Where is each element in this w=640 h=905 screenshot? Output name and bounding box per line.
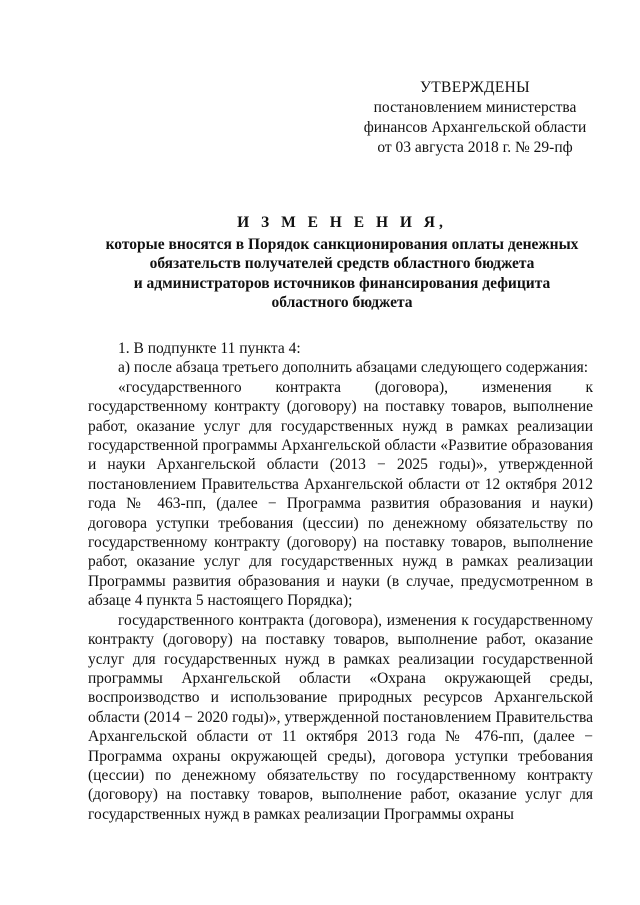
heading-line-3: и администраторов источников финансирования дефицита	[133, 274, 551, 292]
paragraph-1: 1. В подпункте 11 пункта 4:	[118, 340, 301, 357]
approval-title: УТВЕРЖДЕНЫ	[420, 79, 530, 96]
approval-line-3: финансов Архангельской области	[363, 119, 587, 136]
approval-stamp	[340, 78, 610, 158]
document-body	[88, 339, 593, 824]
heading-line-2: обязательств получателей средств областного бюджета	[149, 255, 535, 272]
paragraph-4: государственного контракта (договора), изменения к государственному контракту (договору) на поставку товаров, выполнение работ, оказание услуг для государственных нужд в рамках реализации государственной программы Архангельской области «Охрана окружающей среды, воспроизводство и использование природных ресурсов Архангельской области (2014 − 2020 годы)», утвержденной постановлением Правительства Архангельской области от 11 октября 2013 года № 476-пп, (далее − Программа охраны окружающей среды), договора уступки требования (цессии) по денежному обязательству по государственному контракту (договору) на поставку товаров, выполнение работ, оказание услуг для государственных нужд в рамках реализации Программы охраны	[88, 611, 593, 823]
approval-date: от 03 августа 2018 г. № 29-пф	[377, 139, 573, 156]
heading-title: И З М Е Н Е Н И Я,	[237, 214, 447, 231]
heading-line-4: областного бюджета	[271, 294, 413, 311]
heading-line-1: которые вносятся в Порядок санкционирования оплаты денежных	[105, 235, 579, 253]
paragraph-2: а) после абзаца третьего дополнить абзацами следующего содержания:	[118, 359, 589, 377]
approval-line-2: постановлением министерства	[373, 99, 577, 116]
document-heading	[92, 213, 592, 313]
paragraph-3: «государственного контракта (договора), изменения к государственному контракту (договору) на поставку товаров, выполнение работ, оказание услуг для государственных нужд в рамках реализации государственной программы Архангельской области «Развитие образования и науки Архангельской области (2013 − 2025 годы)», утвержденной постановлением Правительства Архангельской области от 12 октября 2012 года № 463-пп, (далее − Программа развития образования и науки) договора уступки требования (цессии) по денежному обязательству по государственному контракту (договору) на поставку товаров, выполнение работ, оказание услуг для государственных нужд в рамках реализации Программы развития образования и науки (в случае, предусмотренном в абзаце 4 пункта 5 настоящего Порядка);	[88, 378, 593, 610]
